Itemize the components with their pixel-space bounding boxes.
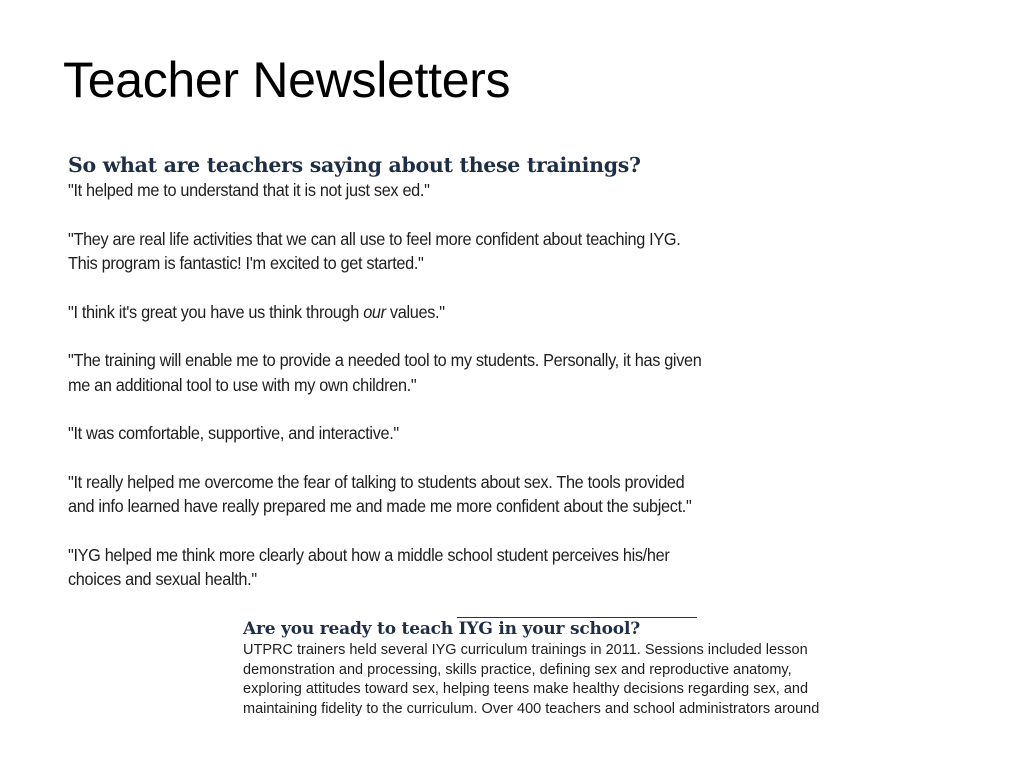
testimonials-clipping [68, 151, 828, 616]
quote-6 [68, 470, 803, 519]
quote-line: This program is fantastic! I'm excited to get started." [68, 253, 424, 273]
body-line: UTPRC trainers held several IYG curriculum trainings in 2011. Sessions included lesson [243, 642, 808, 658]
body-line: demonstration and processing, skills practice, defining sex and reproductive anatomy, [243, 661, 792, 678]
quote-4 [68, 348, 803, 397]
quote-2 [68, 227, 803, 276]
quote-line: "It helped me to understand that it is not just sex ed." [68, 180, 430, 200]
quote-line: "They are real life activities that we can all use to feel more confident about teaching IYG. [68, 228, 681, 249]
testimonials-heading: So what are teachers saying about these trainings? [68, 153, 641, 177]
quote-line: choices and sexual health." [68, 569, 257, 589]
quote-line: and info learned have really prepared me and made me more confident about the subject." [68, 496, 692, 516]
quote-list [68, 178, 828, 592]
body-line: maintaining fidelity to the curriculum. Over 400 teachers and school administrators around [243, 700, 820, 717]
quote-line: "It was comfortable, supportive, and interactive." [68, 423, 399, 443]
quote-text-after: values." [385, 301, 445, 322]
quote-3 [68, 300, 803, 325]
quote-7 [68, 543, 803, 592]
slide-title: Teacher Newsletters [63, 52, 511, 108]
quote-line: "The training will enable me to provide a needed tool to my students. Personally, it has given [68, 350, 702, 370]
ready-body [243, 641, 903, 719]
quote-emphasis: our [363, 301, 386, 322]
ready-heading: Are you ready to teach IYG in your school? [243, 619, 640, 639]
quote-1 [68, 178, 803, 203]
quote-line: me an additional tool to use with my own children." [68, 374, 417, 395]
quote-text-before: "I think it's great you have us think through [68, 301, 364, 322]
quote-5 [68, 421, 803, 446]
quote-line: "IYG helped me think more clearly about how a middle school student perceives his/her [68, 544, 670, 565]
body-line: exploring attitudes toward sex, helping teens make healthy decisions regarding sex, and [243, 681, 809, 697]
quote-line: "It really helped me overcome the fear of talking to students about sex. The tools provided [68, 471, 685, 492]
